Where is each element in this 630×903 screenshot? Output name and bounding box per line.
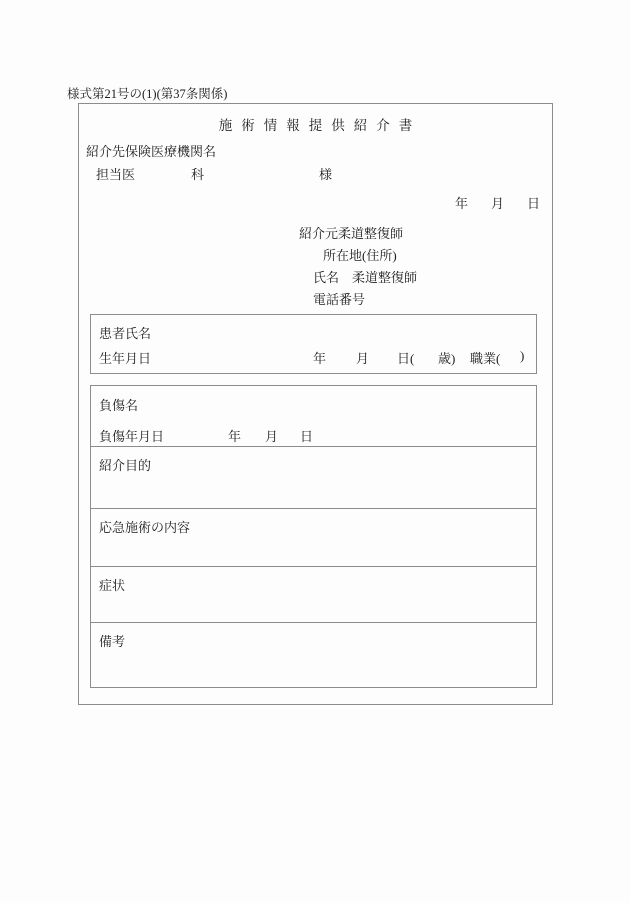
- patient-birthdate-label: 生年月日: [99, 351, 152, 366]
- patient-name-label: 患者氏名: [99, 326, 152, 341]
- remarks-label: 備考: [99, 634, 126, 649]
- injury-day-label: 日: [300, 429, 314, 444]
- injury-year-label: 年: [228, 429, 242, 444]
- injury-month-label: 月: [265, 429, 279, 444]
- referrer-phone-label: 電話番号: [313, 292, 366, 307]
- first-aid-treatment-row: [91, 509, 536, 567]
- injury-date-label: 負傷年月日: [99, 429, 165, 444]
- referral-purpose-row: [91, 447, 536, 509]
- referral-to-institution-label: 紹介先保険医療機関名: [86, 144, 217, 159]
- first-aid-treatment-label: 応急施術の内容: [99, 520, 191, 535]
- date-day-label: 日: [527, 196, 541, 211]
- form-outer-border: [78, 103, 553, 705]
- referral-purpose-label: 紹介目的: [99, 458, 152, 473]
- date-year-label: 年: [455, 196, 469, 211]
- doctor-in-charge-label: 担当医: [96, 167, 136, 182]
- patient-age-label: 歳): [438, 351, 456, 366]
- referrer-name-label: 氏名 柔道整復師: [313, 270, 418, 285]
- symptoms-row: [91, 567, 536, 623]
- remarks-row: [91, 623, 536, 687]
- symptoms-label: 症状: [99, 578, 126, 593]
- injury-details-table: [90, 385, 537, 688]
- form-number-label: 様式第21号の(1)(第37条関係): [67, 87, 228, 101]
- referrer-address-label: 所在地(住所): [323, 248, 397, 263]
- injury-name-row: [91, 386, 536, 447]
- patient-birth-month-label: 月: [356, 351, 370, 366]
- injury-name-label: 負傷名: [99, 398, 139, 413]
- referrer-heading: 紹介元柔道整復師: [299, 226, 404, 241]
- date-month-label: 月: [491, 196, 505, 211]
- form-title: 施術情報提供紹介書: [218, 118, 422, 133]
- honorific-label: 様: [319, 167, 333, 182]
- patient-birth-year-label: 年: [313, 351, 327, 366]
- patient-occupation-close-paren: ): [520, 348, 525, 363]
- patient-info-box: [90, 314, 537, 374]
- patient-occupation-label: 職業(: [470, 351, 501, 366]
- department-label: 科: [191, 167, 205, 182]
- patient-birth-day-label: 日(: [397, 351, 415, 366]
